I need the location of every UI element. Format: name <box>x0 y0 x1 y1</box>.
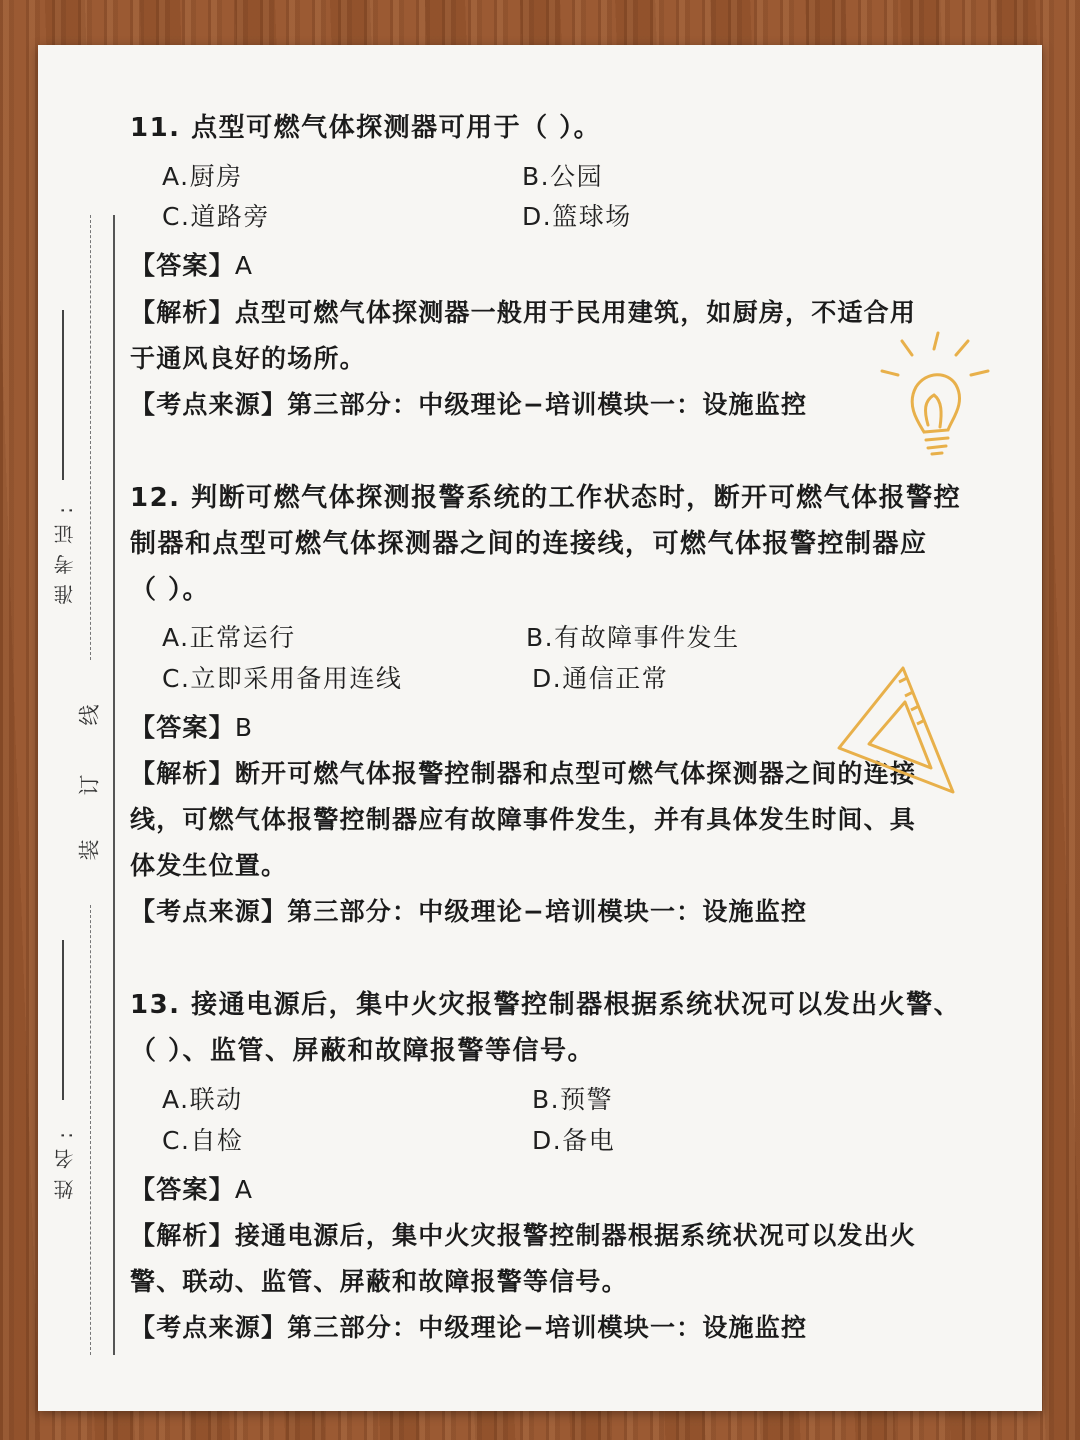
analysis-label: 【解析】 <box>130 298 235 327</box>
question-13-source <box>130 1305 1010 1351</box>
name-label: 姓 名 : <box>53 1130 77 1200</box>
question-stem-line: 制器和点型可燃气体探测器之间的连接线，可燃气体报警控制器应 <box>130 529 928 559</box>
question-stem-line: 13. 接通电源后，集中火灾报警控制器根据系统状况可以发出火警、 <box>130 990 962 1020</box>
analysis-line: 断开可燃气体报警控制器和点型可燃气体探测器之间的连接 <box>234 759 917 788</box>
source-label: 【考点来源】 <box>130 1313 288 1342</box>
question-13-stem <box>130 982 1010 1074</box>
question-13-answer <box>130 1167 1010 1213</box>
analysis-line: 接通电源后，集中火灾报警控制器根据系统状况可以发出火 <box>234 1221 917 1250</box>
exam-id-label: 准 考 证 : <box>53 505 77 605</box>
question-13-option-a: A.联动 <box>162 1085 243 1114</box>
question-12-option-c: C.立即采用备用连线 <box>162 664 403 693</box>
question-12-option-a: A.正常运行 <box>162 623 296 652</box>
lightbulb-icon <box>876 327 996 462</box>
question-12-stem <box>130 475 1010 613</box>
question-13-option-d: D.备电 <box>532 1126 616 1155</box>
source-value: 第三部分：中级理论−培训模块一：设施监控 <box>287 1313 808 1342</box>
question-13-analysis <box>130 1213 1010 1305</box>
question-11-option-a: A.厨房 <box>162 162 243 191</box>
exam-paper <box>38 45 1042 1411</box>
answer-label: 【答案】 <box>130 1175 235 1204</box>
set-square-icon <box>833 660 963 800</box>
question-stem-line: 11. 点型可燃气体探测器可用于（ ）。 <box>130 113 602 143</box>
question-11-option-c: C.道路旁 <box>162 202 270 231</box>
source-value: 第三部分：中级理论−培训模块一：设施监控 <box>287 390 808 419</box>
source-label: 【考点来源】 <box>130 897 288 926</box>
answer-value: B <box>234 713 254 742</box>
question-stem-line: 12. 判断可燃气体探测报警系统的工作状态时，断开可燃气体报警控 <box>130 483 962 513</box>
question-11-stem <box>130 105 1010 151</box>
question-11-answer <box>130 243 1010 289</box>
analysis-label: 【解析】 <box>130 759 235 788</box>
analysis-line: 线，可燃气体报警控制器应有故障事件发生，并有具体发生时间、具 <box>130 805 917 834</box>
answer-label: 【答案】 <box>130 251 235 280</box>
answer-value: A <box>234 251 254 280</box>
question-13-option-c: C.自检 <box>162 1126 244 1155</box>
question-11-option-b: B.公园 <box>522 162 604 191</box>
questions-content <box>38 45 1042 1411</box>
question-11-option-d: D.篮球场 <box>522 202 632 231</box>
answer-label: 【答案】 <box>130 713 235 742</box>
question-12-source <box>130 889 1010 935</box>
binding-char-xian: 线 <box>77 704 102 726</box>
binding-char-ding: 订 <box>77 774 102 796</box>
analysis-line: 警、联动、监管、屏蔽和故障报警等信号。 <box>130 1267 628 1296</box>
source-value: 第三部分：中级理论−培训模块一：设施监控 <box>287 897 808 926</box>
question-13-option-b: B.预警 <box>532 1085 614 1114</box>
question-stem-line: （ ）、监管、屏蔽和故障报警等信号。 <box>130 1036 596 1066</box>
binding-char-zhuang: 装 <box>77 839 102 861</box>
source-label: 【考点来源】 <box>130 390 288 419</box>
question-12-option-d: D.通信正常 <box>532 664 669 693</box>
question-12-option-b: B.有故障事件发生 <box>526 623 740 652</box>
analysis-line: 点型可燃气体探测器一般用于民用建筑，如厨房，不适合用 <box>234 298 917 327</box>
question-stem-line: （ ）。 <box>130 575 211 605</box>
analysis-line: 体发生位置。 <box>130 851 288 880</box>
analysis-label: 【解析】 <box>130 1221 235 1250</box>
answer-value: A <box>234 1175 254 1204</box>
analysis-line: 于通风良好的场所。 <box>130 344 366 373</box>
